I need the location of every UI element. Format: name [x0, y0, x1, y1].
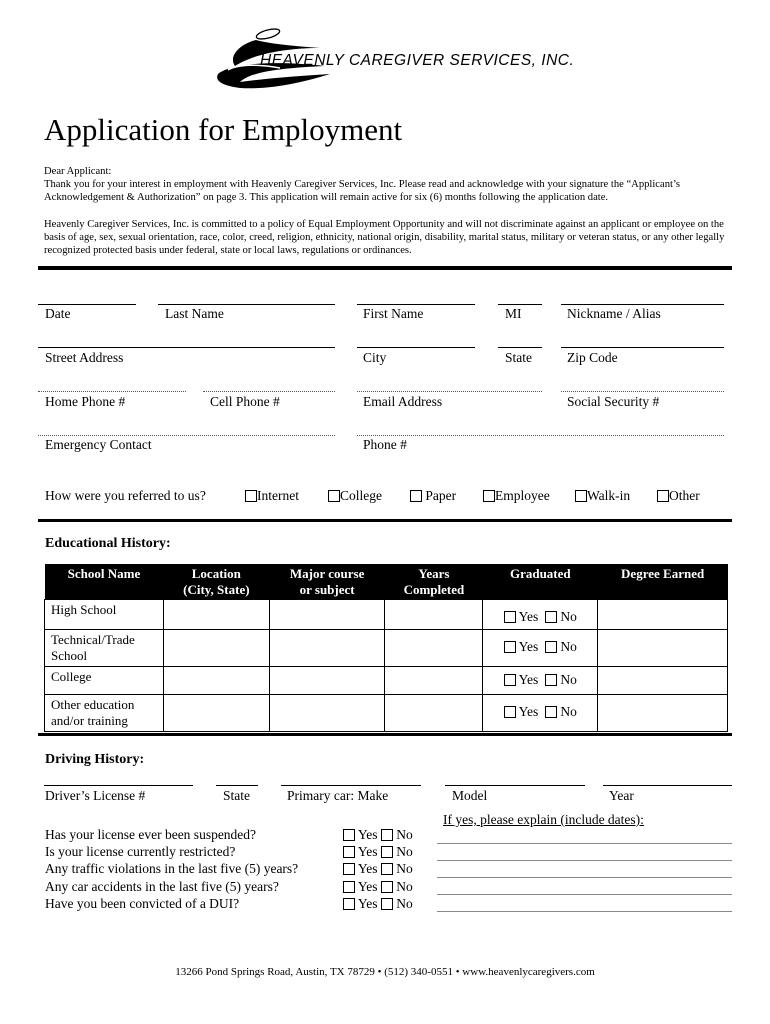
table-cell[interactable]: [598, 667, 728, 695]
col-header-location: Location (City, State): [163, 564, 269, 600]
email-line[interactable]: [357, 391, 542, 392]
checkbox[interactable]: [545, 641, 557, 653]
education-heading: Educational History:: [45, 536, 171, 551]
emergency-contact-line[interactable]: [38, 435, 335, 436]
checkbox[interactable]: [504, 611, 516, 623]
date-label: Date: [45, 306, 71, 321]
explain-line[interactable]: [437, 877, 732, 878]
education-table: [44, 564, 728, 732]
mi-label: MI: [505, 306, 522, 321]
explain-line[interactable]: [437, 894, 732, 895]
checkbox[interactable]: [328, 490, 340, 502]
checkbox[interactable]: [381, 846, 393, 858]
table-cell[interactable]: [598, 630, 728, 667]
table-row: [45, 695, 728, 732]
checkbox[interactable]: [504, 706, 516, 718]
intro-greeting: Dear Applicant:: [44, 166, 112, 177]
question-violations: Any traffic violations in the last five (5) years?: [45, 861, 299, 877]
table-row: [45, 667, 728, 695]
graduated-cell: Yes No: [483, 600, 598, 630]
referral-option-paper[interactable]: Paper: [410, 488, 456, 504]
checkbox[interactable]: [545, 611, 557, 623]
col-header-school: School Name: [45, 564, 164, 600]
date-line[interactable]: [38, 304, 136, 305]
checkbox[interactable]: [343, 863, 355, 875]
zip-line[interactable]: [561, 347, 724, 348]
checkbox[interactable]: [483, 490, 495, 502]
checkbox[interactable]: [343, 846, 355, 858]
table-cell[interactable]: [269, 667, 385, 695]
col-header-years: Years Completed: [385, 564, 483, 600]
col-header-major: Major course or subject: [269, 564, 385, 600]
emergency-contact-label: Emergency Contact: [45, 437, 152, 452]
car-year-label: Year: [609, 788, 634, 803]
checkbox[interactable]: [575, 490, 587, 502]
col-header-graduated: Graduated: [483, 564, 598, 600]
cell-phone-label: Cell Phone #: [210, 394, 280, 409]
table-cell[interactable]: [269, 695, 385, 732]
table-cell[interactable]: [163, 667, 269, 695]
zip-label: Zip Code: [567, 350, 618, 365]
intro-paragraph-1: Thank you for your interest in employment with Heavenly Caregiver Services, Inc. Please read and acknowledge with your signature the “Applicant’s Acknowledgement & Authorization” on page 3. This application will remain active for six (6) months following the application date.: [44, 179, 681, 204]
checkbox[interactable]: [343, 881, 355, 893]
car-model-line[interactable]: [445, 785, 585, 786]
checkbox[interactable]: [504, 674, 516, 686]
table-header-row: [45, 564, 728, 600]
checkbox[interactable]: [410, 490, 422, 502]
street-label: Street Address: [45, 350, 124, 365]
footer-contact: 13266 Pond Springs Road, Austin, TX 78729 • (512) 340-0551 • www.heavenlycaregivers.com: [175, 966, 595, 978]
explain-line[interactable]: [437, 843, 732, 844]
car-model-label: Model: [452, 788, 488, 803]
divider: [38, 266, 732, 270]
school-name-cell: Other education and/or training: [45, 695, 164, 732]
graduated-cell: Yes No: [483, 667, 598, 695]
last-name-label: Last Name: [165, 306, 224, 321]
license-state-label: State: [223, 788, 250, 803]
referral-option-employee[interactable]: Employee: [483, 488, 550, 504]
emergency-phone-label: Phone #: [363, 437, 407, 452]
checkbox[interactable]: [657, 490, 669, 502]
checkbox[interactable]: [381, 898, 393, 910]
table-row: [45, 630, 728, 667]
license-state-line[interactable]: [216, 785, 258, 786]
checkbox[interactable]: [381, 829, 393, 841]
table-cell[interactable]: [269, 600, 385, 630]
ssn-line[interactable]: [561, 391, 724, 392]
explain-instructions: If yes, please explain (include dates):: [443, 812, 644, 827]
emergency-phone-line[interactable]: [357, 435, 724, 436]
checkbox[interactable]: [343, 829, 355, 841]
page-title: Application for Employment: [44, 112, 403, 147]
cell-phone-line[interactable]: [203, 391, 335, 392]
checkbox[interactable]: [245, 490, 257, 502]
ssn-label: Social Security #: [567, 394, 660, 409]
checkbox[interactable]: [381, 881, 393, 893]
state-label: State: [505, 350, 532, 365]
question-accidents: Any car accidents in the last five (5) years?: [45, 878, 279, 894]
email-label: Email Address: [363, 394, 443, 409]
answer-row: Yes No: [343, 843, 413, 860]
school-name-cell: High School: [45, 600, 164, 630]
street-line[interactable]: [38, 347, 335, 348]
question-suspended: Has your license ever been suspended?: [45, 827, 257, 842]
question-restricted: Is your license currently restricted?: [45, 844, 236, 860]
answer-row: Yes No: [343, 878, 413, 895]
table-cell[interactable]: [385, 630, 483, 667]
checkbox[interactable]: [381, 863, 393, 875]
checkbox[interactable]: [343, 898, 355, 910]
logo-text: HEAVENLY CAREGIVER SERVICES, INC.: [260, 52, 575, 69]
state-line[interactable]: [498, 347, 542, 348]
home-phone-label: Home Phone #: [45, 394, 126, 409]
driving-heading: Driving History:: [45, 752, 145, 767]
answer-row: Yes No: [343, 895, 413, 912]
referral-option-internet[interactable]: Internet: [245, 488, 299, 504]
car-make-line[interactable]: [281, 785, 421, 786]
table-cell[interactable]: [598, 695, 728, 732]
table-cell[interactable]: [163, 630, 269, 667]
question-dui: Have you been convicted of a DUI?: [45, 895, 240, 911]
last-name-line[interactable]: [158, 304, 335, 305]
referral-option-other[interactable]: Other: [657, 488, 700, 504]
car-year-line[interactable]: [603, 785, 732, 786]
nickname-label: Nickname / Alias: [567, 306, 661, 321]
answer-row: Yes No: [343, 860, 413, 877]
table-cell[interactable]: [385, 667, 483, 695]
divider: [38, 733, 732, 736]
first-name-line[interactable]: [357, 304, 475, 305]
checkbox[interactable]: [545, 674, 557, 686]
explain-line[interactable]: [437, 860, 732, 861]
graduated-cell: Yes No: [483, 695, 598, 732]
checkbox[interactable]: [545, 706, 557, 718]
mi-line[interactable]: [498, 304, 542, 305]
divider: [38, 519, 732, 522]
answer-row: Yes No: [343, 826, 413, 843]
license-line[interactable]: [44, 785, 193, 786]
driving-answers: [343, 826, 413, 912]
table-cell[interactable]: [163, 600, 269, 630]
driving-questions: [45, 826, 298, 912]
explain-line[interactable]: [437, 911, 732, 912]
table-row: [45, 600, 728, 630]
school-name-cell: College: [45, 667, 164, 695]
col-header-degree: Degree Earned: [598, 564, 728, 600]
license-label: Driver’s License #: [45, 788, 146, 803]
intro-paragraph-2: Heavenly Caregiver Services, Inc. is committed to a policy of Equal Employment Opportunity and will not discriminate against an applicant or employee on the basis of age, sex, sexual orientation, race, color, creed, religion, ethnicity, national origin, disability, marital status, military or veteran status, or any other legally recognized protected basis under federal, state or local laws, regulations or ordinances.: [44, 219, 725, 257]
city-line[interactable]: [357, 347, 475, 348]
home-phone-line[interactable]: [38, 391, 186, 392]
table-cell[interactable]: [598, 600, 728, 630]
graduated-cell: Yes No: [483, 630, 598, 667]
referral-option-college[interactable]: College: [328, 488, 382, 504]
table-cell[interactable]: [269, 630, 385, 667]
checkbox[interactable]: [504, 641, 516, 653]
table-cell[interactable]: [385, 695, 483, 732]
table-cell[interactable]: [163, 695, 269, 732]
first-name-label: First Name: [363, 306, 424, 321]
referral-option-walkin[interactable]: Walk-in: [575, 488, 630, 504]
city-label: City: [363, 350, 387, 365]
referral-question: How were you referred to us?: [45, 488, 206, 503]
company-logo: [210, 26, 575, 96]
school-name-cell: Technical/Trade School: [45, 630, 164, 667]
nickname-line[interactable]: [561, 304, 724, 305]
car-make-label: Primary car: Make: [287, 788, 389, 803]
table-cell[interactable]: [385, 600, 483, 630]
